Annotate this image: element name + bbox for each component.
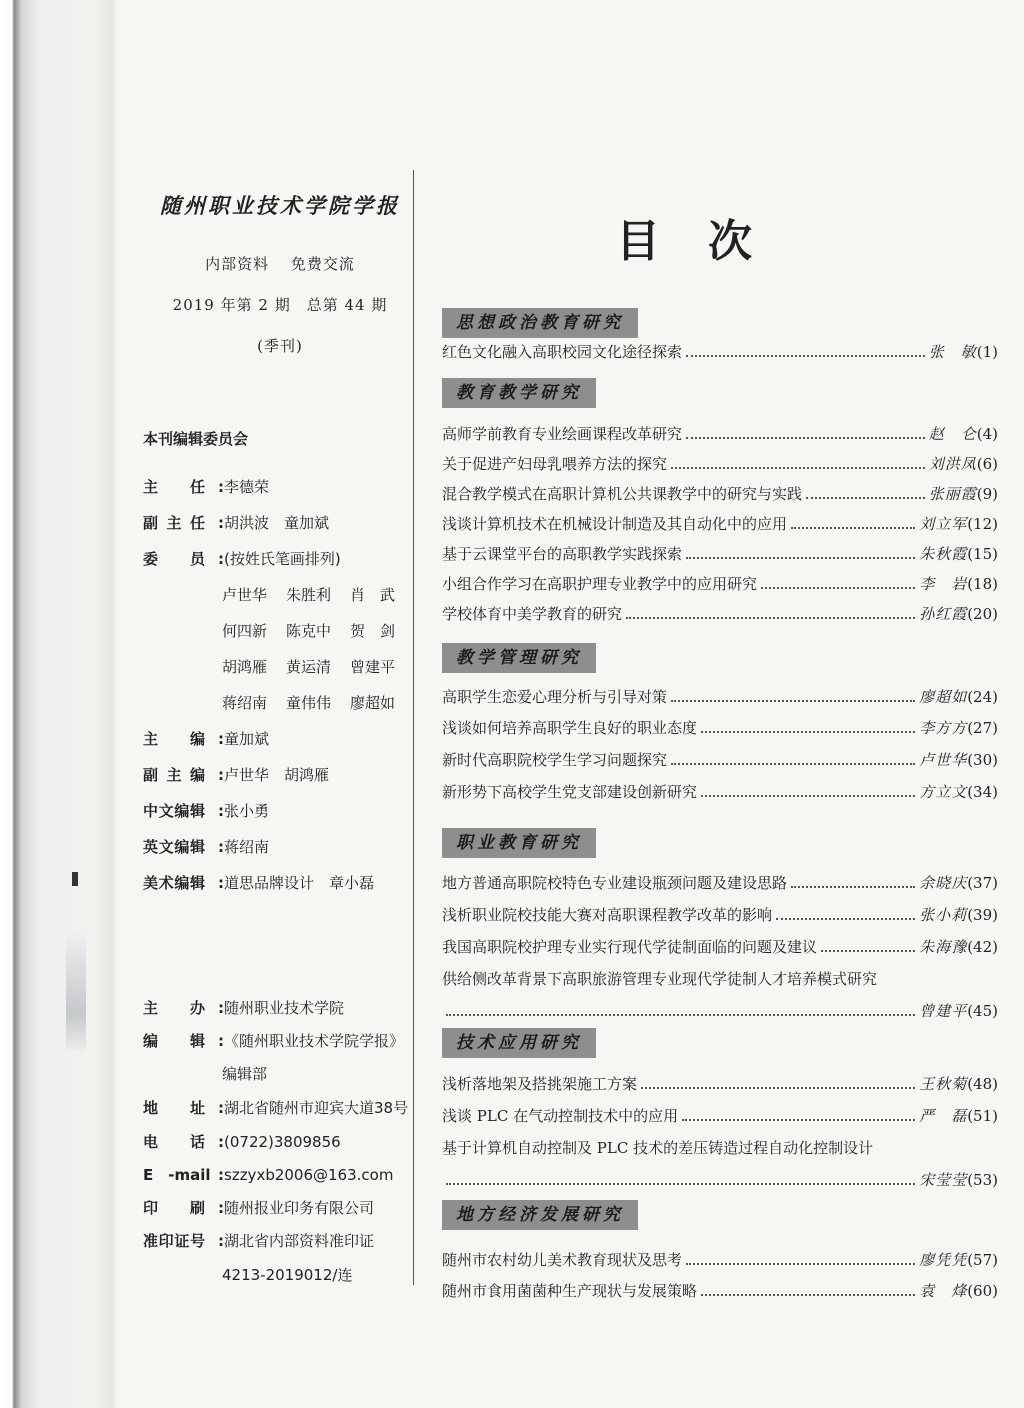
members-line-1: [222, 584, 414, 605]
journal-issue: 2019 年第 2 期 总第 44 期: [172, 296, 388, 314]
entry-page: (18): [967, 575, 998, 593]
leader-dots: [791, 513, 915, 529]
entry-page: (1): [976, 343, 998, 361]
member-name: 卢世华: [222, 586, 268, 604]
permit-row: 准印证号 :湖北省内部资料准印证: [143, 1232, 375, 1250]
entry-author: 张小莉: [919, 906, 968, 924]
editor-label: 编 辑: [143, 1032, 205, 1050]
entry-author: 曾建平: [919, 1002, 968, 1020]
entry-page: (15): [967, 545, 998, 563]
entry-author: 刘立军: [919, 515, 968, 533]
entry-author: 宋莹莹: [919, 1171, 968, 1189]
permit-row-2: [222, 1264, 352, 1285]
deputy-editor-label: 副 主 编: [143, 766, 205, 784]
leader-dots: [682, 1105, 915, 1121]
leader-dots: [446, 1169, 915, 1185]
members-note: (按姓氏笔画排列): [224, 550, 341, 568]
toc-entry: [442, 935, 998, 959]
entry-title: 红色文化融入高职校园文化途径探索: [442, 343, 683, 361]
toc-entry: [442, 685, 998, 709]
toc-entry: [442, 422, 998, 446]
director-row: 主 任 :李德荣: [143, 478, 270, 496]
entry-title: 高师学前教育专业绘画课程改革研究: [442, 425, 683, 443]
leader-dots: [686, 423, 925, 439]
entry-author: 余晓庆: [919, 874, 968, 892]
editor-row: 编 辑 :《随州职业技术学院学报》: [143, 1032, 405, 1050]
member-name: 童伟伟: [286, 694, 332, 712]
entry-page: (42): [967, 938, 998, 956]
entry-title: 浅谈 PLC 在气动控制技术中的应用: [442, 1107, 679, 1125]
member-name: 肖 武: [350, 586, 396, 604]
entry-title: 供给侧改革背景下高职旅游管理专业现代学徒制人才培养模式研究: [442, 970, 878, 988]
entry-title: 小组合作学习在高职护理专业教学中的应用研究: [442, 575, 758, 593]
leader-dots: [806, 483, 925, 499]
entry-author: 刘洪凤: [928, 455, 977, 473]
entry-author: 王秋菊: [919, 1075, 968, 1093]
member-name: 曾建平: [350, 658, 396, 676]
entry-title: 我国高职院校护理专业实行现代学徒制面临的问题及建议: [442, 938, 818, 956]
entry-author: 袁 烽: [919, 1282, 968, 1300]
entry-page: (60): [967, 1282, 998, 1300]
toc-entry: [442, 1168, 998, 1192]
leader-dots: [626, 603, 915, 619]
toc-entry: [442, 572, 998, 596]
leader-dots: [701, 781, 915, 797]
cn-editor-value: 张小勇: [224, 802, 270, 820]
phone-label: 电 话: [143, 1133, 205, 1151]
chief-editor-label: 主 编: [143, 730, 205, 748]
printer-row: 印 刷 :随州报业印务有限公司: [143, 1199, 375, 1217]
leader-dots: [686, 1249, 915, 1265]
entry-title: 基于云课堂平台的高职教学实践探索: [442, 545, 683, 563]
entry-author: 方立文: [919, 783, 968, 801]
email-label: E -mail: [143, 1166, 211, 1184]
toc-entry: [442, 716, 998, 740]
cn-editor-row: 中文编辑 :张小勇: [143, 802, 270, 820]
entry-title: 新时代高职院校学生学习问题探究: [442, 751, 668, 769]
entry-author: 孙红霞: [919, 605, 968, 623]
vice-director-label: 副 主 任: [143, 514, 205, 532]
art-editor-label: 美术编辑: [143, 874, 205, 892]
entry-author: 卢世华: [919, 751, 968, 769]
section-heading: 职业教育研究: [442, 828, 596, 858]
members-row: 委 员 :(按姓氏笔画排列): [143, 550, 341, 568]
toc-entry: [442, 999, 998, 1023]
members-label: 委 员: [143, 550, 205, 568]
printer-value: 随州报业印务有限公司: [224, 1199, 375, 1217]
toc-entry: [442, 1072, 998, 1096]
toc-title: 目次: [616, 216, 800, 267]
entry-page: (20): [967, 605, 998, 623]
en-editor-label: 英文编辑: [143, 838, 205, 856]
entry-author: 严 磊: [919, 1107, 968, 1125]
phone-row: 电 话 :(0722)3809856: [143, 1133, 341, 1151]
section-heading: 教育教学研究: [442, 378, 596, 408]
entry-author: 廖凭凭: [919, 1251, 968, 1269]
entry-author: 李方方: [919, 719, 968, 737]
sponsor-row: 主 办 :随州职业技术学院: [143, 999, 345, 1017]
email-row: E -mail :szzyxb2006@163.com: [143, 1166, 394, 1184]
vice-director-value: 胡洪波 童加斌: [224, 514, 330, 532]
entry-page: (57): [967, 1251, 998, 1269]
art-editor-value: 道思品牌设计 章小磊: [224, 874, 375, 892]
section-heading: 技术应用研究: [442, 1028, 596, 1058]
entry-page: (12): [967, 515, 998, 533]
entry-page: (27): [967, 719, 998, 737]
entry-page: (4): [976, 425, 998, 443]
chief-editor-row: 主 编 :童加斌: [143, 730, 270, 748]
en-editor-row: 英文编辑 :蒋绍南: [143, 838, 270, 856]
entry-title: 地方普通高职院校特色专业建设瓶颈问题及建设思路: [442, 874, 788, 892]
entry-title: 新形势下高校学生党支部建设创新研究: [442, 783, 698, 801]
member-name: 陈克中: [286, 622, 332, 640]
entry-page: (30): [967, 751, 998, 769]
leader-dots: [776, 904, 915, 920]
section-heading: 教学管理研究: [442, 643, 596, 673]
entry-page: (24): [967, 688, 998, 706]
toc-entry: [442, 871, 998, 895]
permit-value-2: 4213-2019012/连: [222, 1266, 353, 1284]
leader-dots: [671, 686, 915, 702]
member-name: 廖超如: [350, 694, 396, 712]
permit-value: 湖北省内部资料准印证: [224, 1232, 375, 1250]
leader-dots: [701, 1280, 915, 1296]
entry-author: 赵 仑: [928, 425, 977, 443]
leader-dots: [671, 453, 925, 469]
entry-author: 朱海豫: [919, 938, 968, 956]
leader-dots: [701, 717, 915, 733]
sponsor-value: 随州职业技术学院: [224, 999, 345, 1017]
member-name: 蒋绍南: [222, 694, 268, 712]
toc-entry: [442, 542, 998, 566]
entry-title: 混合教学模式在高职计算机公共课教学中的研究与实践: [442, 485, 803, 503]
entry-author: 朱秋霞: [919, 545, 968, 563]
journal-subtitle: 内部资料 免费交流: [205, 255, 355, 273]
leader-dots: [821, 936, 915, 952]
committee-heading: 本刊编辑委员会: [143, 430, 249, 448]
deputy-editor-row: 副 主 编 :卢世华 胡鸿雁: [143, 766, 330, 784]
entry-title: 高职学生恋爱心理分析与引导对策: [442, 688, 668, 706]
editor-row-2: [222, 1063, 267, 1084]
entry-title: 浅析落地架及搭挑架施工方案: [442, 1075, 638, 1093]
address-value: 湖北省随州市迎宾大道38号: [224, 1099, 409, 1117]
entry-title: 关于促进产妇母乳喂养方法的探究: [442, 455, 668, 473]
editor-value: 《随州职业技术学院学报》: [224, 1032, 405, 1050]
entry-page: (45): [967, 1002, 998, 1020]
members-line-2: [222, 620, 414, 641]
vice-director-row: 副 主 任 :胡洪波 童加斌: [143, 514, 330, 532]
entry-page: (9): [976, 485, 998, 503]
sponsor-label: 主 办: [143, 999, 205, 1017]
leader-dots: [791, 872, 915, 888]
permit-label: 准印证号: [143, 1232, 205, 1250]
director-label: 主 任: [143, 478, 205, 496]
toc-entry: [442, 1279, 998, 1303]
entry-page: (6): [976, 455, 998, 473]
entry-title: 浅谈如何培养高职学生良好的职业态度: [442, 719, 698, 737]
address-label: 地 址: [143, 1099, 205, 1117]
entry-page: (51): [967, 1107, 998, 1125]
section-heading: 地方经济发展研究: [442, 1200, 638, 1230]
entry-title: 浅析职业院校技能大赛对高职课程教学改革的影响: [442, 906, 773, 924]
deputy-editor-value: 卢世华 胡鸿雁: [224, 766, 330, 784]
toc-entry: [442, 780, 998, 804]
entry-author: 张丽霞: [928, 485, 977, 503]
cn-editor-label: 中文编辑: [143, 802, 205, 820]
entry-author: 李 岩: [919, 575, 968, 593]
printer-label: 印 刷: [143, 1199, 205, 1217]
entry-page: (53): [967, 1171, 998, 1189]
leader-dots: [686, 543, 915, 559]
entry-title: 随州市农村幼儿美术教育现状及思考: [442, 1251, 683, 1269]
toc-entry: [442, 903, 998, 927]
chief-editor-value: 童加斌: [224, 730, 270, 748]
email-value: szzyxb2006@163.com: [224, 1166, 394, 1184]
toc-entry: [442, 748, 998, 772]
spine-shadow: [66, 930, 86, 1050]
director-value: 李德荣: [224, 478, 270, 496]
spine-mark: [72, 872, 78, 886]
entry-author: 廖超如: [919, 688, 968, 706]
member-name: 胡鸿雁: [222, 658, 268, 676]
leader-dots: [686, 341, 925, 357]
art-editor-row: 美术编辑 :道思品牌设计 章小磊: [143, 874, 375, 892]
journal-title: 随州职业技术学院学报: [160, 193, 400, 218]
toc-entry: [442, 482, 998, 506]
member-name: 朱胜利: [286, 586, 332, 604]
entry-author: 张 敏: [928, 343, 977, 361]
leader-dots: [671, 749, 915, 765]
entry-title: 基于计算机自动控制及 PLC 技术的差压铸造过程自动化控制设计: [442, 1139, 874, 1157]
toc-entry: [442, 602, 998, 626]
member-name: 黄运清: [286, 658, 332, 676]
entry-page: (34): [967, 783, 998, 801]
binding-spine: [0, 0, 118, 1408]
toc-entry: [442, 1248, 998, 1272]
column-divider: [413, 170, 414, 1285]
entry-page: (37): [967, 874, 998, 892]
entry-title: 学校体育中美学教育的研究: [442, 605, 623, 623]
toc-entry: [442, 452, 998, 476]
address-row: 地 址 :湖北省随州市迎宾大道38号: [143, 1099, 409, 1117]
phone-value: (0722)3809856: [224, 1133, 341, 1151]
leader-dots: [641, 1073, 915, 1089]
toc-entry: [442, 340, 998, 364]
journal-period: (季刊): [257, 337, 303, 355]
section-heading: 思想政治教育研究: [442, 308, 638, 338]
members-line-4: [222, 692, 414, 713]
entry-title: 随州市食用菌菌种生产现状与发展策略: [442, 1282, 698, 1300]
en-editor-value: 蒋绍南: [224, 838, 270, 856]
members-line-3: [222, 656, 414, 677]
member-name: 贺 剑: [350, 622, 396, 640]
editor-value-2: 编辑部: [222, 1065, 268, 1083]
toc-entry: [442, 1104, 998, 1128]
member-name: 何四新: [222, 622, 268, 640]
entry-title: 浅谈计算机技术在机械设计制造及其自动化中的应用: [442, 515, 788, 533]
entry-page: (48): [967, 1075, 998, 1093]
toc-entry: [442, 512, 998, 536]
leader-dots: [761, 573, 915, 589]
entry-page: (39): [967, 906, 998, 924]
leader-dots: [446, 1000, 915, 1016]
